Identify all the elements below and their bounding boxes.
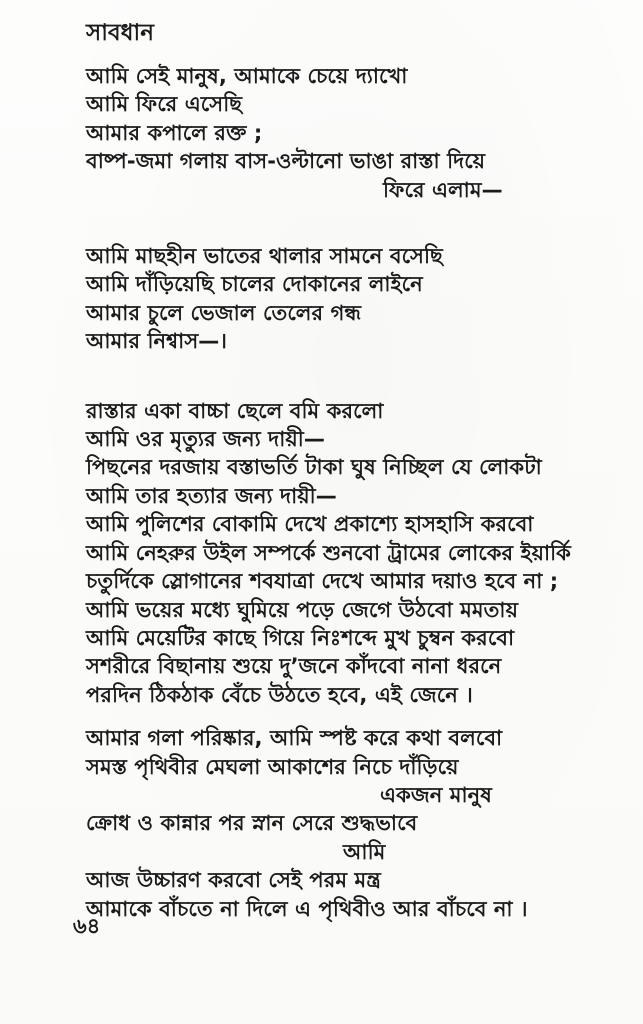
- poem-line: আজ উচ্চারণ করবো সেই পরম মন্ত্র: [86, 868, 381, 893]
- poem-line: আমি নেহরুর উইল সম্পর্কে শুনবো ট্রামের লোকের ইয়ার্কি: [86, 540, 571, 565]
- poem-line: আমার চুলে ভেজাল তেলের গন্ধ: [86, 300, 362, 325]
- poem-line-hanging: আমি: [343, 839, 386, 864]
- poem-line: বাষ্প-জমা গলায় বাস-ওল্টানো ভাঙা রাস্তা দিয়ে: [86, 149, 486, 174]
- poem-stanza-2: [86, 242, 613, 356]
- poem-line: আমি মেয়েটির কাছে গিয়ে নিঃশব্দে মুখ চুম্বন করবো: [86, 625, 515, 650]
- poem-line: আমি ফিরে এসেছি: [86, 92, 243, 117]
- poem-line: আমার গলা পরিষ্কার, আমি স্পষ্ট করে কথা বলবো: [86, 726, 503, 751]
- poem-line: আমি ওর মৃত্যুর জন্য দায়ী—: [86, 427, 325, 452]
- poem-line-hanging: একজন মানুষ: [380, 782, 492, 807]
- poem-line-hanging: ফিরে এলাম—: [383, 177, 503, 202]
- poem-line: রাস্তার একা বাচ্চা ছেলে বমি করলো: [86, 398, 384, 423]
- poem-line: পরদিন ঠিকঠাক বেঁচে উঠতে হবে, এই জেনে ।: [86, 682, 473, 707]
- poem-stanza-3: [86, 397, 613, 709]
- poem-line: আমি মাছহীন ভাতের থালার সামনে বসেছি: [86, 244, 443, 269]
- poem-content: [86, 18, 613, 923]
- poem-line: ক্রোধ ও কান্নার পর স্নান সেরে শুদ্ধভাবে: [86, 811, 418, 836]
- poem-stanza-1: [86, 62, 613, 204]
- poem-line: পিছনের দরজায় বস্তাভর্তি টাকা ঘুষ নিচ্ছিল যে লোকটা: [86, 455, 542, 480]
- poem-line: সমস্ত পৃথিবীর মেঘলা আকাশের নিচে দাঁড়িয়ে: [86, 754, 459, 779]
- poem-line: আমি পুলিশের বোকামি দেখে প্রকাশ্যে হাসহাসি করবো: [86, 512, 534, 537]
- poem-line: চতুর্দিকে স্লোগানের শবযাত্রা দেখে আমার দয়াও হবে না ;: [86, 569, 559, 594]
- poem-line: আমি তার হত্যার জন্য দায়ী—: [86, 483, 337, 508]
- poem-title: সাবধান: [86, 20, 154, 46]
- poem-stanza-4: [86, 724, 613, 923]
- poem-line: সশরীরে বিছানায় শুয়ে দু’জনে কাঁদবো নানা ধরনে: [86, 654, 502, 679]
- poem-line: আমি দাঁড়িয়েছি চালের দোকানের লাইনে: [86, 272, 423, 297]
- poem-line: আমার নিশ্বাস—।: [86, 329, 228, 354]
- poem-line: আমি সেই মানুষ, আমাকে চেয়ে দ্যাখো: [86, 64, 408, 88]
- poem-line: আমাকে বাঁচতে না দিলে এ পৃথিবীও আর বাঁচবে না ।: [86, 896, 528, 921]
- poem-line: আমি ভয়ের মধ্যে ঘুমিয়ে পড়ে জেগে উঠবো মমতায়: [86, 597, 519, 622]
- poem-line: আমার কপালে রক্ত ;: [86, 120, 263, 145]
- page-number: ৬৪: [73, 914, 101, 938]
